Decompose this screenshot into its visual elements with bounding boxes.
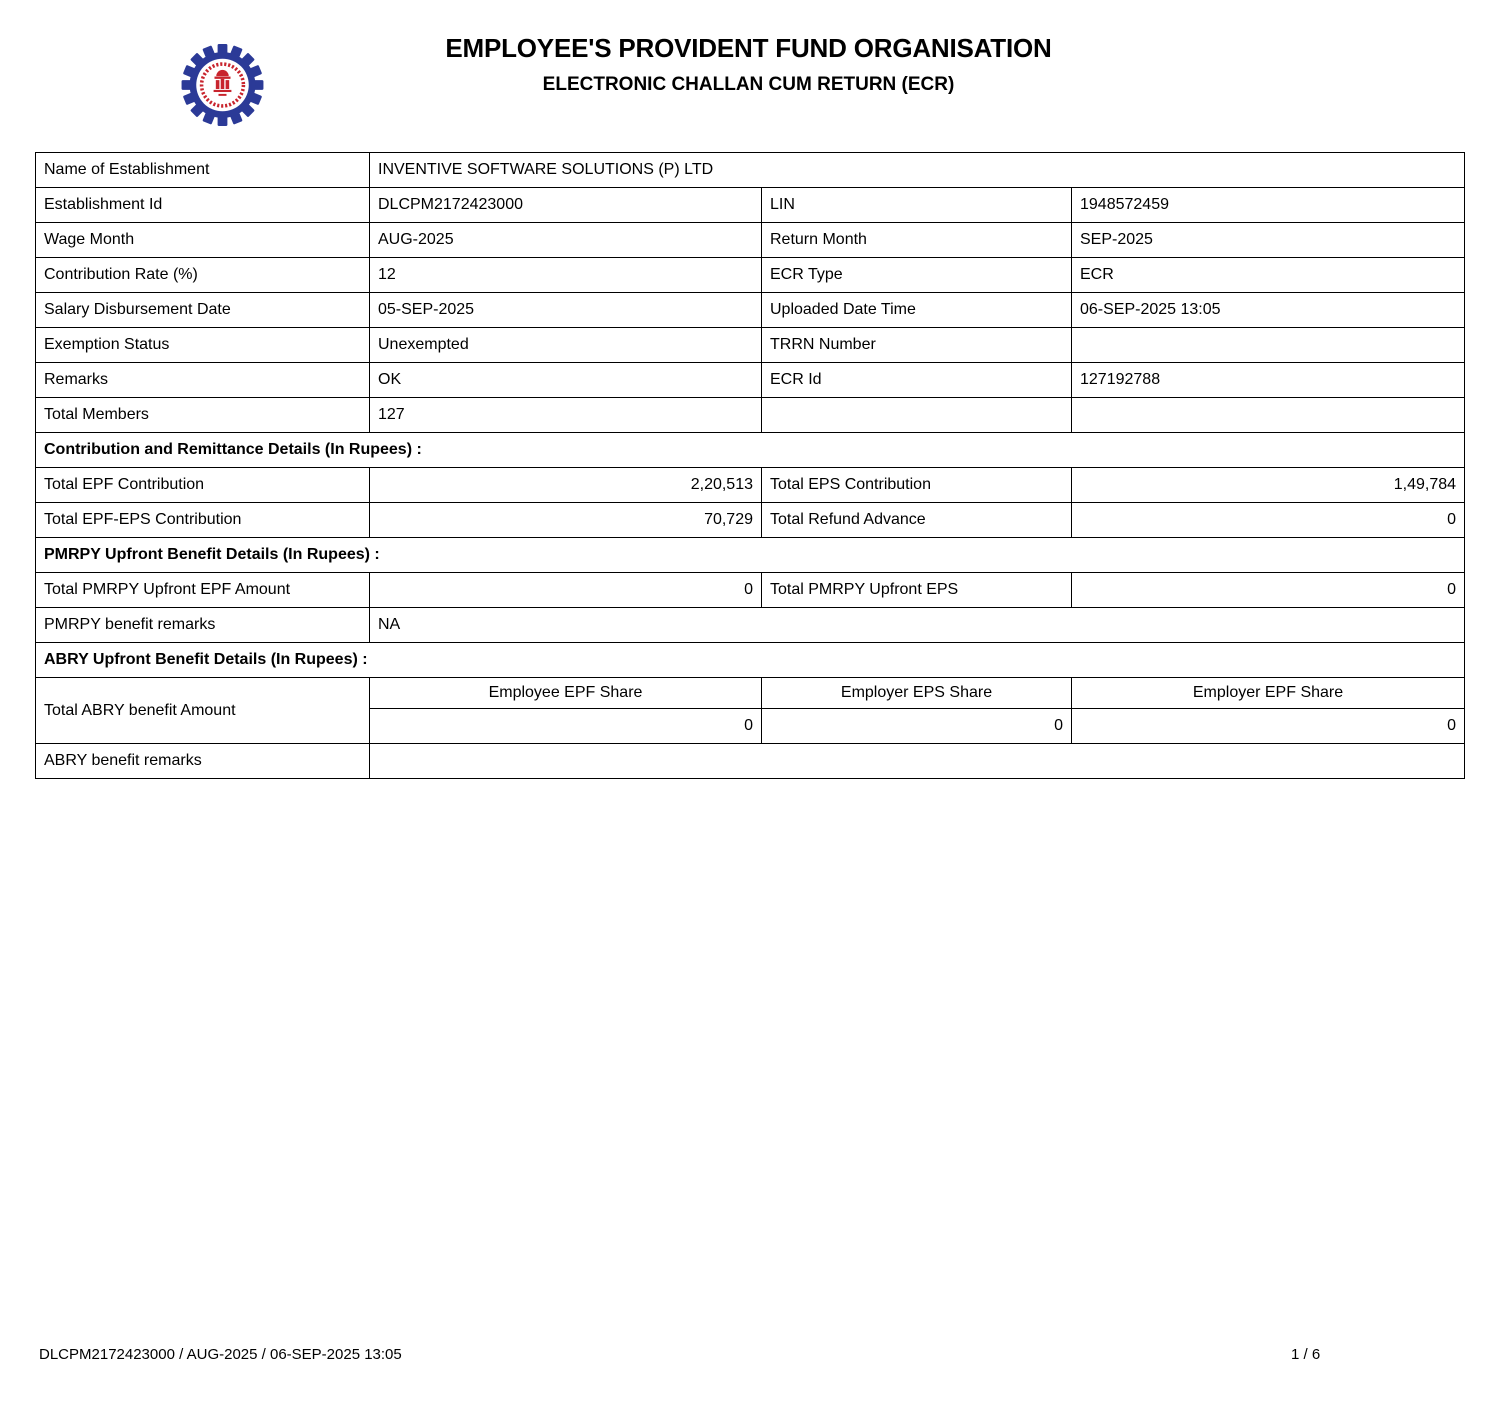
section-header-row [36, 643, 1465, 678]
total-refund-advance-value: 0 [1072, 503, 1465, 538]
total-members-label: Total Members [36, 398, 370, 433]
empty-cell [1072, 398, 1465, 433]
total-refund-advance-label: Total Refund Advance [762, 503, 1072, 538]
abry-benefit-remarks-value [370, 744, 1465, 779]
lin-value: 1948572459 [1072, 188, 1465, 223]
lin-label: LIN [762, 188, 1072, 223]
wage-month-value: AUG-2025 [370, 223, 762, 258]
table-row [36, 468, 1465, 503]
total-epf-eps-contribution-label: Total EPF-EPS Contribution [36, 503, 370, 538]
pmrpy-upfront-eps-label: Total PMRPY Upfront EPS [762, 573, 1072, 608]
ecr-type-value: ECR [1072, 258, 1465, 293]
ecr-id-label: ECR Id [762, 363, 1072, 398]
employer-eps-share-value: 0 [762, 709, 1072, 744]
table-row [36, 258, 1465, 293]
remarks-value: OK [370, 363, 762, 398]
employee-epf-share-header: Employee EPF Share [370, 678, 762, 709]
table-row [36, 363, 1465, 398]
ecr-details-table [35, 152, 1465, 779]
page-title: EMPLOYEE'S PROVIDENT FUND ORGANISATION [445, 33, 1052, 63]
pmrpy-section-heading: PMRPY Upfront Benefit Details (In Rupees) : [36, 538, 1465, 573]
table-row [36, 223, 1465, 258]
ecr-type-label: ECR Type [762, 258, 1072, 293]
empty-cell [762, 398, 1072, 433]
exemption-status-label: Exemption Status [36, 328, 370, 363]
table-row [36, 573, 1465, 608]
total-eps-contribution-label: Total EPS Contribution [762, 468, 1072, 503]
page-subtitle: ELECTRONIC CHALLAN CUM RETURN (ECR) [542, 74, 955, 95]
pmrpy-upfront-epf-label: Total PMRPY Upfront EPF Amount [36, 573, 370, 608]
contribution-rate-label: Contribution Rate (%) [36, 258, 370, 293]
abry-benefit-amount-label: Total ABRY benefit Amount [36, 678, 370, 744]
pmrpy-benefit-remarks-label: PMRPY benefit remarks [36, 608, 370, 643]
uploaded-date-time-label: Uploaded Date Time [762, 293, 1072, 328]
section-header-row [36, 538, 1465, 573]
table-row [36, 608, 1465, 643]
pmrpy-benefit-remarks-value: NA [370, 608, 1465, 643]
table-row [36, 293, 1465, 328]
table-row [36, 744, 1465, 779]
establishment-id-label: Establishment Id [36, 188, 370, 223]
table-row [36, 398, 1465, 433]
salary-disbursement-date-value: 05-SEP-2025 [370, 293, 762, 328]
table-row [36, 188, 1465, 223]
total-members-value: 127 [370, 398, 762, 433]
abry-section-heading: ABRY Upfront Benefit Details (In Rupees) : [36, 643, 1465, 678]
footer-document-reference: DLCPM2172423000 / AUG-2025 / 06-SEP-2025 13:05 [39, 1346, 402, 1363]
total-epf-contribution-label: Total EPF Contribution [36, 468, 370, 503]
wage-month-label: Wage Month [36, 223, 370, 258]
contribution-rate-value: 12 [370, 258, 762, 293]
pmrpy-upfront-eps-value: 0 [1072, 573, 1465, 608]
total-eps-contribution-value: 1,49,784 [1072, 468, 1465, 503]
name-of-establishment-label: Name of Establishment [36, 153, 370, 188]
pmrpy-upfront-epf-value: 0 [370, 573, 762, 608]
total-epf-eps-contribution-value: 70,729 [370, 503, 762, 538]
abry-benefit-remarks-label: ABRY benefit remarks [36, 744, 370, 779]
table-row [36, 503, 1465, 538]
return-month-label: Return Month [762, 223, 1072, 258]
establishment-id-value: DLCPM2172423000 [370, 188, 762, 223]
table-row [36, 328, 1465, 363]
table-row [36, 678, 1465, 709]
remarks-label: Remarks [36, 363, 370, 398]
employer-epf-share-header: Employer EPF Share [1072, 678, 1465, 709]
name-of-establishment-value: INVENTIVE SOFTWARE SOLUTIONS (P) LTD [370, 153, 1465, 188]
contribution-section-heading: Contribution and Remittance Details (In Rupees) : [36, 433, 1465, 468]
uploaded-date-time-value: 06-SEP-2025 13:05 [1072, 293, 1465, 328]
footer-page-number: 1 / 6 [1291, 1346, 1321, 1363]
salary-disbursement-date-label: Salary Disbursement Date [36, 293, 370, 328]
employer-epf-share-value: 0 [1072, 709, 1465, 744]
return-month-value: SEP-2025 [1072, 223, 1465, 258]
employee-epf-share-value: 0 [370, 709, 762, 744]
total-epf-contribution-value: 2,20,513 [370, 468, 762, 503]
section-header-row [36, 433, 1465, 468]
trrn-number-value [1072, 328, 1465, 363]
ecr-id-value: 127192788 [1072, 363, 1465, 398]
employer-eps-share-header: Employer EPS Share [762, 678, 1072, 709]
exemption-status-value: Unexempted [370, 328, 762, 363]
trrn-number-label: TRRN Number [762, 328, 1072, 363]
table-row [36, 153, 1465, 188]
